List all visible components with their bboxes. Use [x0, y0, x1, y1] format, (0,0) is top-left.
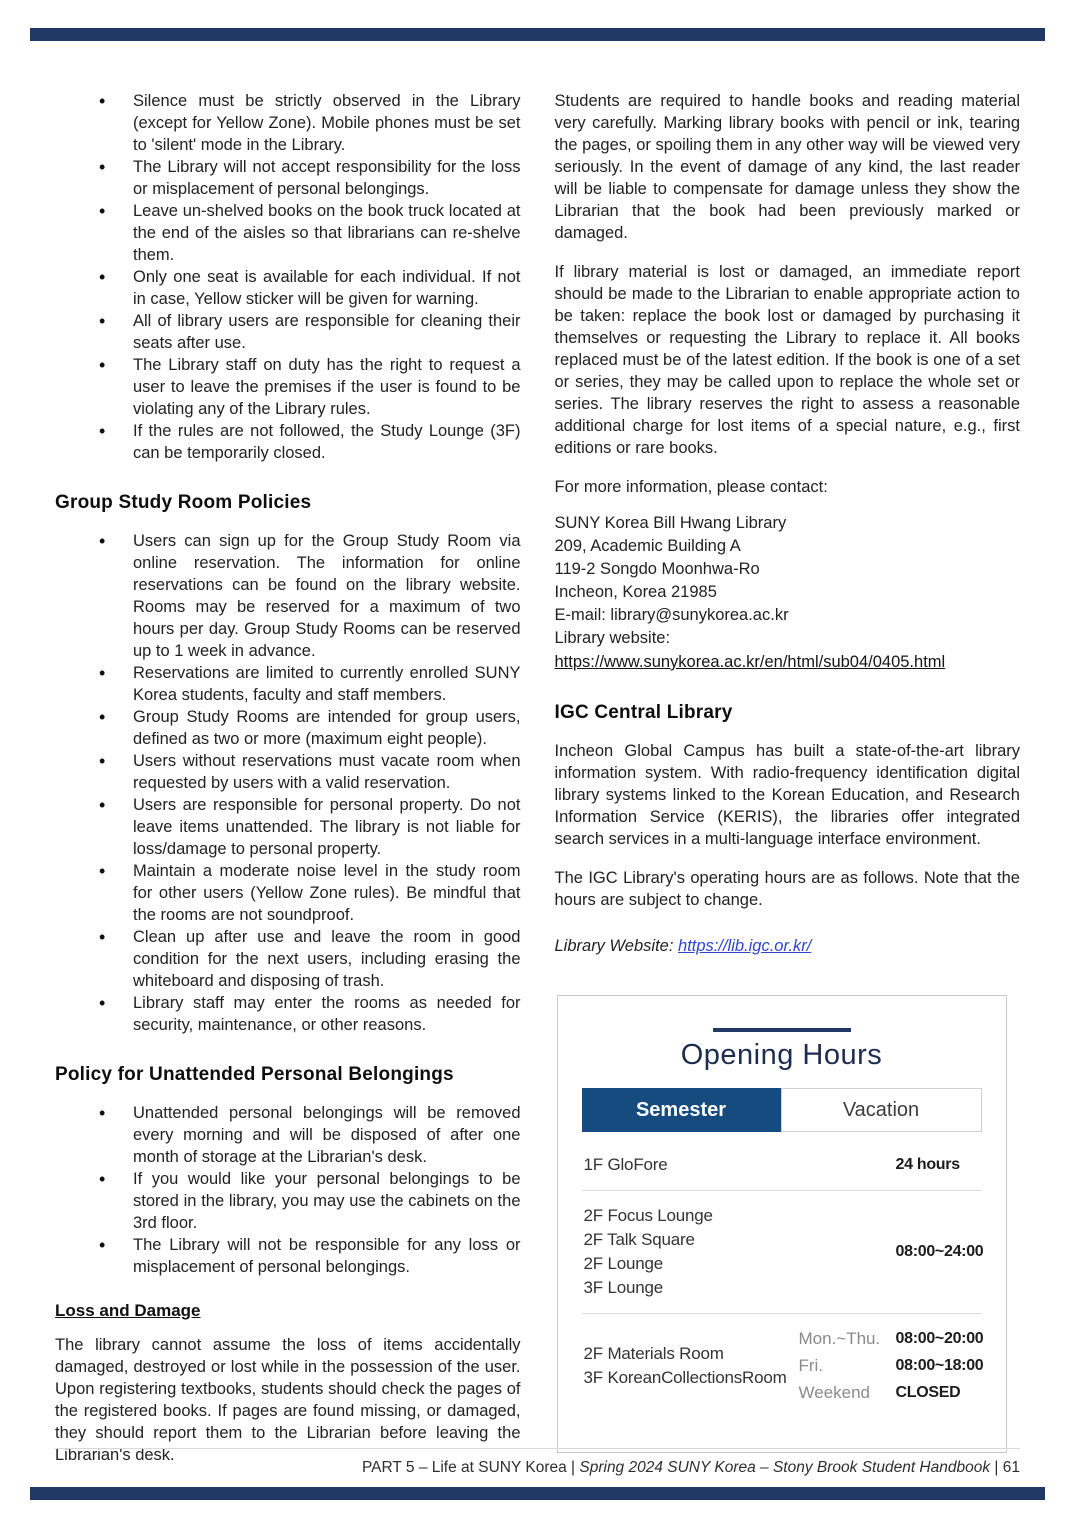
opening-hours-tabs	[582, 1088, 982, 1132]
contact-line: E-mail: library@sunykorea.ac.kr	[554, 606, 789, 624]
schedule-time: CLOSED	[895, 1384, 961, 1401]
opening-hours-title: Opening Hours	[680, 1039, 883, 1071]
footer-text	[55, 1459, 1020, 1477]
lost-damaged-paragraph: If library material is lost or damaged, an immediate report should be made to the Librarian to enable appropriate action to be taken: replace the book lost or damaged by purchasing it themselves or requesting the Library to replace it. All books replaced must be of the latest edition. If the book is one of a set or series, they may be called upon to replace the whole set or series. The library reserves the right to assess a reasonable additional charge for lost items of a special nature, e.g., first editions or rare books.	[554, 263, 1020, 457]
page-footer	[55, 1448, 1020, 1477]
room-names	[584, 1204, 799, 1300]
loss-and-damage-heading: Loss and Damage	[55, 1301, 201, 1320]
opening-hours-row	[582, 1190, 982, 1313]
opening-hours-row	[582, 1140, 982, 1190]
contact-intro: For more information, please contact:	[554, 478, 828, 496]
footer-part-label: PART 5 – Life at SUNY Korea |	[361, 1459, 580, 1476]
opening-hours-table	[582, 1140, 982, 1418]
schedule-entry	[798, 1354, 984, 1378]
contact-line: Incheon, Korea 21985	[554, 583, 717, 601]
schedule-time: 08:00~20:00	[895, 1330, 984, 1347]
room-name: 3F KoreanCollectionsRoom	[583, 1368, 787, 1387]
schedule-entry	[799, 1153, 980, 1177]
bullet-item: • Library staff may enter the rooms as needed for security, maintenance, or other reasons.	[133, 992, 521, 1036]
schedule-days: Fri.	[798, 1356, 824, 1375]
bullet-item: • Users without reservations must vacate room when requested by users with a valid reservation.	[133, 750, 521, 794]
opening-hours-panel	[557, 995, 1007, 1453]
loss-and-damage-paragraph: The library cannot assume the loss of items accidentally damaged, destroyed or lost while in the possession of the user. Upon registering textbooks, students should check the pages of the registered books. If pages are found missing, or damaged, they should report them to the Librarian before leaving the Librarian's desk.	[55, 1336, 521, 1464]
contact-line: Library website:	[554, 629, 671, 647]
footer-handbook-title: Spring 2024 SUNY Korea – Stony Brook Student Handbook	[579, 1459, 991, 1476]
bullet-item: • Group Study Rooms are intended for group users, defined as two or more (maximum eight people).	[133, 706, 521, 750]
bullet-item: • All of library users are responsible for cleaning their seats after use.	[133, 310, 521, 354]
top-accent-bar	[30, 28, 1045, 41]
tab-vacation[interactable]: Vacation	[781, 1088, 982, 1132]
schedule-time: 08:00~18:00	[895, 1357, 984, 1374]
library-rules-list	[55, 90, 521, 464]
two-column-layout	[55, 90, 1020, 1483]
igc-central-library-heading: IGC Central Library	[554, 702, 733, 723]
library-website-link[interactable]: https://www.sunykorea.ac.kr/en/html/sub04/0405.html	[554, 653, 946, 671]
left-column	[55, 90, 521, 1483]
schedule-days: Weekend	[798, 1383, 871, 1402]
opening-hours-row	[582, 1313, 982, 1418]
footer-page-number: | 61	[990, 1459, 1020, 1476]
bullet-item: • Silence must be strictly observed in the Library (except for Yellow Zone). Mobile phones must be set to 'silent' mode in the Library.	[133, 90, 521, 156]
room-name: 2F Talk Square	[583, 1230, 695, 1249]
bullet-item: • Users are responsible for personal property. Do not leave items unattended. The library is not liable for loss/damage to personal property.	[133, 794, 521, 860]
igc-website-link[interactable]: https://lib.igc.or.kr/	[678, 937, 812, 955]
contact-line: 119-2 Songdo Moonhwa-Ro	[554, 560, 760, 578]
bullet-item: • Only one seat is available for each individual. If not in case, Yellow sticker will be given for warning.	[133, 266, 521, 310]
contact-line: 209, Academic Building A	[554, 537, 741, 555]
bullet-item: • Leave un-shelved books on the book truck located at the end of the aisles so that librarians can re-shelve them.	[133, 200, 521, 266]
opening-hours-accent-rule	[713, 1028, 851, 1032]
igc-paragraph: Incheon Global Campus has built a state-of-the-art library information system. With radio-frequency identification digital library systems linked to the Korean Education, and Research Information Service (KERIS), the libraries offer integrated search services in a multi-language interface environment.	[554, 742, 1020, 848]
igc-hours-paragraph: The IGC Library's operating hours are as follows. Note that the hours are subject to change.	[554, 869, 1020, 909]
schedule-entry	[798, 1327, 984, 1351]
igc-website-line	[555, 935, 1021, 957]
bullet-item: • If you would like your personal belongings to be stored in the library, you may use the cabinets on the 3rd floor.	[133, 1168, 521, 1234]
tab-semester[interactable]: Semester	[582, 1088, 781, 1132]
bullet-item: • If the rules are not followed, the Study Lounge (3F) can be temporarily closed.	[133, 420, 521, 464]
schedule-days	[799, 1153, 896, 1177]
bullet-item: • The Library staff on duty has the right to request a user to leave the premises if the user is found to be violating any of the Library rules.	[133, 354, 521, 420]
schedule-time: 08:00~24:00	[895, 1243, 984, 1260]
igc-website-label: Library Website:	[554, 937, 674, 955]
room-names	[584, 1342, 799, 1390]
room-schedule	[799, 1240, 984, 1264]
right-column	[555, 90, 1021, 1483]
room-name: 1F GloFore	[583, 1155, 668, 1174]
unattended-belongings-list	[55, 1102, 521, 1278]
room-name: 2F Focus Lounge	[583, 1206, 713, 1225]
bullet-item: • Maintain a moderate noise level in the study room for other users (Yellow Zone rules). Be mindful that the rooms are not soundproof.	[133, 860, 521, 926]
room-name: 2F Lounge	[583, 1254, 663, 1273]
group-study-room-policies-list	[55, 530, 521, 1036]
footer-divider	[55, 1448, 1020, 1449]
room-names	[584, 1153, 799, 1177]
bullet-item: • Reservations are limited to currently enrolled SUNY Korea students, faculty and staff members.	[133, 662, 521, 706]
contact-address-block	[555, 512, 1021, 650]
schedule-time: 24 hours	[895, 1156, 960, 1173]
schedule-days	[799, 1240, 896, 1264]
bottom-accent-bar	[30, 1487, 1045, 1500]
unattended-belongings-heading: Policy for Unattended Personal Belongings	[55, 1064, 454, 1085]
room-schedule	[799, 1153, 980, 1177]
schedule-entry	[799, 1381, 980, 1405]
book-handling-paragraph: Students are required to handle books and reading material very carefully. Marking library books with pencil or ink, tearing the pages, or spoiling them in any other way will be viewed very seriously. In the event of damage of any kind, the last reader will be liable to compensate for damage unless they show the Librarian that the book had been previously marked or damaged.	[554, 92, 1020, 242]
bullet-item: • Unattended personal belongings will be removed every morning and will be disposed of after one month of storage at the Librarian's desk.	[133, 1102, 521, 1168]
contact-line: SUNY Korea Bill Hwang Library	[554, 514, 787, 532]
schedule-entry	[799, 1240, 984, 1264]
bullet-item: • Users can sign up for the Group Study Room via online reservation. The information for online reservations can be found on the library website. Rooms may be reserved for a maximum of two hours per day. Group Study Rooms can be reserved up to 1 week in advance.	[133, 530, 521, 662]
room-name: 2F Materials Room	[583, 1344, 724, 1363]
room-schedule	[798, 1327, 984, 1405]
bullet-item: • The Library will not be responsible for any loss or misplacement of personal belongings.	[133, 1234, 521, 1278]
room-name: 3F Lounge	[583, 1278, 663, 1297]
group-study-room-policies-heading: Group Study Room Policies	[55, 492, 312, 513]
bullet-item: • Clean up after use and leave the room in good condition for the next users, including erasing the whiteboard and disposing of trash.	[133, 926, 521, 992]
bullet-item: • The Library will not accept responsibility for the loss or misplacement of personal belongings.	[133, 156, 521, 200]
schedule-days: Mon.~Thu.	[798, 1329, 881, 1348]
